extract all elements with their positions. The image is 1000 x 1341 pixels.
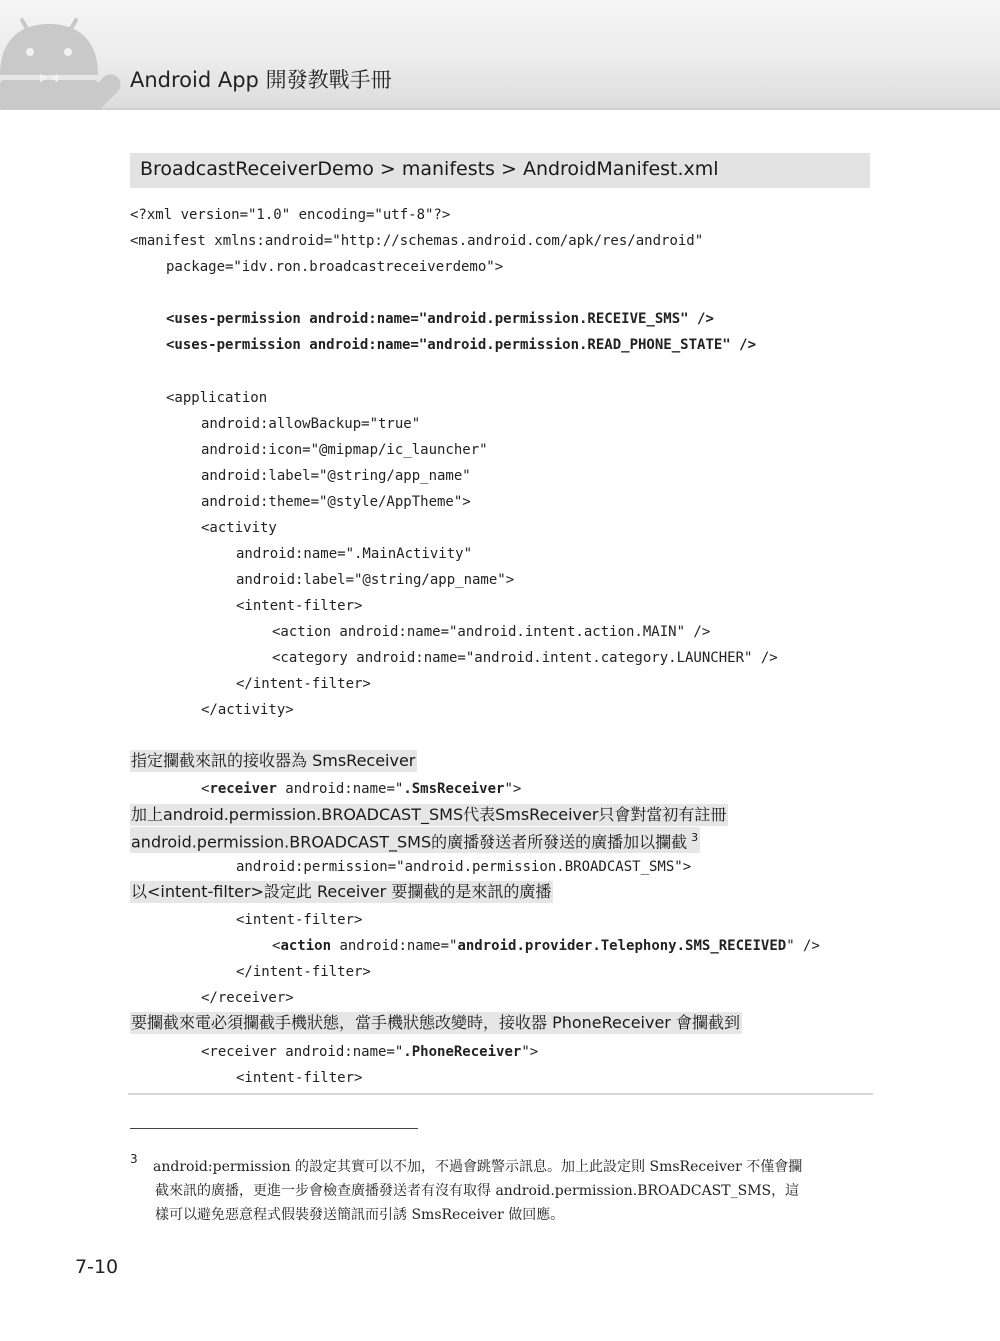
code-line: android:permission="android.permission.BROADCAST_SMS"> (236, 859, 692, 875)
footnote-line: 樣可以避免惡意程式假裝發送簡訊而引誘 SmsReceiver 做回應。 (155, 1207, 565, 1223)
annotation-sms-receiver: 指定攔截來訊的接收器為 SmsReceiver (131, 751, 416, 770)
code-line: </intent-filter> (236, 676, 371, 692)
file-path-bar (130, 153, 870, 188)
annotation-phone-receiver: 要攔截來電必須攔截手機狀態，當手機狀態改變時，接收器 PhoneReceiver 會攔截到 (131, 1013, 740, 1032)
code-line: </receiver> (201, 990, 294, 1006)
annotation-intent-filter: 以<intent-filter>設定此 Receiver 要攔截的是來訊的廣播 (131, 882, 552, 901)
code-line: </intent-filter> (236, 964, 371, 980)
code-line: <activity (201, 520, 277, 536)
footnote-line: android:permission 的設定其實可以不加，不過會跳警示訊息。加上此設定則 SmsReceiver 不僅會攔 (153, 1159, 803, 1175)
code-line: <uses-permission android:name="android.permission.READ_PHONE_STATE" /> (166, 337, 757, 353)
code-line: <manifest xmlns:android="http://schemas.android.com/apk/res/android" (130, 233, 704, 249)
code-line: <action android:name="android.provider.Telephony.SMS_RECEIVED" /> (272, 938, 820, 954)
code-line: <action android:name="android.intent.action.MAIN" /> (272, 624, 711, 640)
footnote-line: 截來訊的廣播，更進一步會檢查廣播發送者有沒有取得 android.permission.BROADCAST_SMS，這 (155, 1183, 800, 1199)
code-line: <uses-permission android:name="android.permission.RECEIVE_SMS" /> (166, 311, 714, 327)
annotation-permission-line2: android.permission.BROADCAST_SMS的廣播發送者所發送的廣播加以攔截 $^3$ (130, 827, 700, 853)
code-divider (128, 1093, 873, 1095)
code-line: <intent-filter> (236, 1070, 363, 1086)
code-line: <application (166, 390, 268, 406)
code-line: package="idv.ron.broadcastreceiverdemo"> (166, 259, 504, 275)
code-line: <receiver android:name=".SmsReceiver"> (201, 781, 522, 797)
code-line: android:icon="@mipmap/ic_launcher" (201, 442, 488, 458)
code-line: <category android:name="android.intent.category.LAUNCHER" /> (272, 650, 778, 666)
code-line: android:name=".MainActivity" (236, 546, 473, 562)
code-line: <intent-filter> (236, 598, 363, 614)
android-mascot-icon (0, 0, 130, 110)
annotation-permission-line1: 加上android.permission.BROADCAST_SMS代表SmsReceiver只會對當初有註冊 (131, 805, 727, 824)
code-line: <intent-filter> (236, 912, 363, 928)
footnote-rule (130, 1128, 418, 1129)
code-line: android:theme="@style/AppTheme"> (201, 494, 471, 510)
code-line: </activity> (201, 702, 294, 718)
code-line: android:label="@string/app_name"> (236, 572, 515, 588)
code-line: <receiver android:name=".PhoneReceiver"> (201, 1044, 539, 1060)
page-number: 7-10 (75, 1256, 119, 1278)
footnote-number: 3 (130, 1152, 138, 1166)
header-divider (0, 108, 1000, 110)
code-line: <?xml version="1.0" encoding="utf-8"?> (130, 207, 451, 223)
code-line: android:label="@string/app_name" (201, 468, 471, 484)
footnote-reference: 3 (691, 831, 699, 844)
code-line: android:allowBackup="true" (201, 416, 421, 432)
book-title: Android App 開發教戰手冊 (130, 68, 392, 92)
file-path: BroadcastReceiverDemo > manifests > AndroidManifest.xml (140, 158, 719, 180)
